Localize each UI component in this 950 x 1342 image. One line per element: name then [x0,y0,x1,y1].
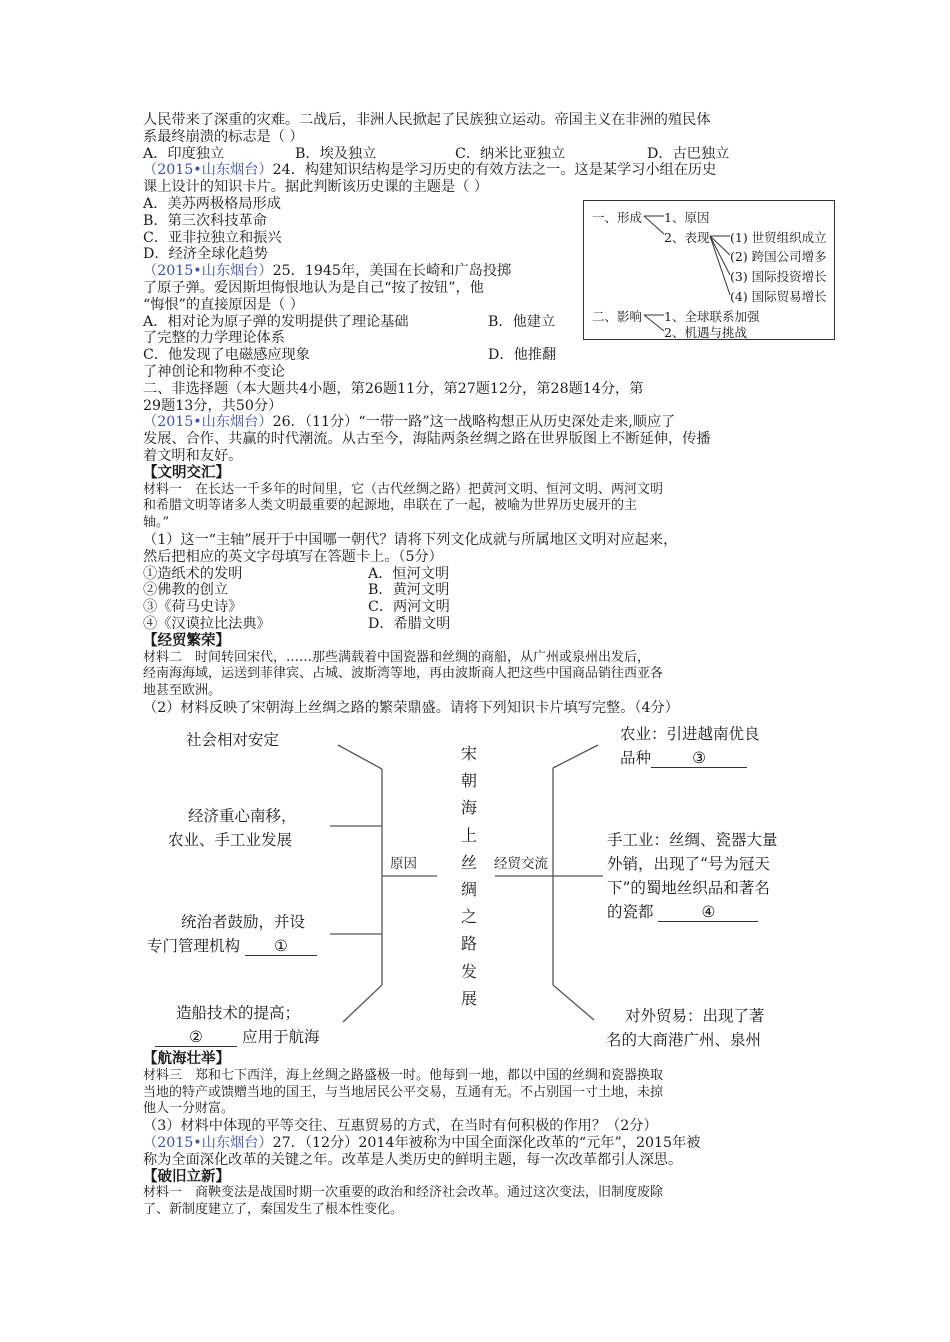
card-item-2: (2) 跨国公司增多 [730,249,827,264]
title-char: 路 [460,934,477,954]
q24-text: 24．构建知识结构是学习历史的有效方法之一。这是某学习小组在历史 [272,162,717,179]
cause-ship-text: 应用于航海 [241,1028,320,1046]
cause-social-stability: 社会相对安定 [186,731,280,749]
heading-jingmao: 【经贸繁荣】 [143,632,230,649]
q25-line3: “悔恨”的直接原因是（ ） [143,296,304,313]
q23-line1: 人民带来了深重的灾难。二战后，非洲人民掀起了民族独立运动。帝国主义在非洲的殖民体 [143,112,711,128]
q25-options-cd [143,347,823,364]
q26-material2-l2: 经南海海域，运送到菲律宾、占城、波斯湾等地，再由波斯商人把这些中国商品销往西亚各 [143,666,664,682]
q25-option-d-cont: 了神创论和物种不变论 [143,363,285,380]
q26-material3-l1: 材料三 郑和七下西洋，海上丝绸之路盛极一时。他每到一地，都以中国的丝绸和瓷器换取 [143,1067,664,1083]
heading-wenming: 【文明交汇】 [143,464,230,481]
cause-ruler-text: 专门管理机构 [147,937,241,955]
cause-economy-l2: 农业、手工业发展 [168,831,293,849]
q24-option-d: D．经济全球化趋势 [143,246,268,263]
q26-line1 [143,414,823,431]
civilization-b: B．黄河文明 [368,582,450,599]
q25-option-c: C．他发现了电磁感应现象 [143,347,310,364]
q26-material1-l1: 材料一 在长达一千多年的时间里，它（古代丝绸之路）把黄河文明、恒河文明、两河文明 [143,481,664,497]
card-item-4: (4) 国际贸易增长 [730,289,827,304]
q26-text: 26．（11分）“一带一路”这一战略构想正从历史深处走来,顺应了 [272,414,676,431]
blank-2[interactable]: ② [155,1028,237,1047]
source-tag: （2015•山东烟台） [143,1134,273,1151]
card-impact-1: 1、全球联系加强 [664,309,760,324]
match-row-4 [143,616,823,633]
card-manifestation: 2、表现 [664,230,710,245]
card-cause: 1、原因 [664,210,710,225]
q23-line2: 系最终崩溃的标志是（ ） [143,128,304,145]
heading-pojiu: 【破旧立新】 [143,1168,230,1185]
q24-option-c: C．亚非拉独立和振兴 [143,229,282,246]
trade-handicraft-l3: 下”的蜀地丝织品和著名 [607,879,770,897]
q26-sub1-l1: （1）这一“主轴”展开于中国哪一朝代？请将下列文化成就与所属地区文明对应起来， [143,531,678,548]
title-char: 上 [460,825,477,845]
exam-page-bottom [143,1051,823,1219]
q24-line1 [143,162,823,179]
match-row-2 [143,582,823,599]
source-tag: （2015•山东烟台） [143,162,273,179]
q24-option-a: A．美苏两极格局形成 [143,195,281,212]
cause-ship-l2 [155,1025,319,1049]
achievement-4: ④《汉谟拉比法典》 [143,615,271,632]
q27-line2: 称为全面深化改革的关键之年。改革是人类历史的鲜明主题，每一次改革都引人深思。 [143,1151,683,1168]
card-impact: 二、影响 [592,309,643,324]
card-formation: 一、形成 [592,210,643,225]
q26-material3-l2: 当地的特产或馈赠当地的国王，与当地居民公平交易，互通有无。不占别国一寸土地，未掠 [143,1084,664,1100]
q27-material1-l1: 材料一 商鞅变法是战国时期一次重要的政治和经济社会改革。通过这次变法，旧制度废除 [143,1185,664,1201]
q26-material3-l3: 他人一分财富。 [143,1101,235,1117]
match-row-3 [143,599,823,616]
blank-3[interactable]: ③ [651,749,747,768]
q25-option-d: D．他推翻 [488,347,557,364]
q23-options [143,146,823,163]
q25-text: 25．1945年，美国在长崎和广岛投掷 [272,263,512,280]
q23-option-a: A．印度独立 [143,145,225,162]
title-char: 朝 [460,771,477,791]
civilization-c: C．两河文明 [368,599,450,616]
source-tag: （2015•山东烟台） [143,263,273,280]
section2-line1: 二、非选择题（本大题共4小题，第26题11分，第27题12分，第28题14分，第 [143,380,644,397]
q25-line2: 了原子弹。爱因斯坦悔恨地认为是自己“按了按钮”，他 [143,279,484,296]
trade-foreign-l2: 名的大商港广州、泉州 [606,1031,762,1049]
cause-economy-l1: 经济重心南移， [188,807,297,825]
achievement-3: ③《荷马史诗》 [143,599,243,616]
q26-sub2: （2）材料反映了宋朝海上丝绸之路的繁荣鼎盛。请将下列知识卡片填写完整。（4分） [143,699,679,716]
cause-ruler-l2 [147,934,317,958]
q26-material1-l3: 轴。” [143,515,170,531]
q23-option-b: B．埃及独立 [295,145,377,162]
q25-option-b-cont: 了完整的力学理论体系 [143,330,285,347]
q27-material1-l2: 了、新制度建立了，秦国发生了根本性变化。 [143,1202,404,1218]
q27-text: 27．（12分）2014年被称为中国全面深化改革的“元年”，2015年被 [272,1134,701,1151]
trade-foreign-l1: 对外贸易：出现了著 [625,1007,765,1025]
knowledge-card [583,200,835,340]
q25-option-b: B．他建立 [488,313,556,330]
q26-sub1-l2: 然后把相应的英文字母填写在答题卡上。（5分） [143,548,443,565]
heading-hanghai: 【航海壮举】 [143,1051,230,1067]
trade-agriculture-text: 品种 [620,749,652,767]
trade-agriculture-l1: 农业：引进越南优良 [620,725,760,743]
achievement-1: ①造纸术的发明 [143,565,243,582]
q23-option-c: C．纳米比亚独立 [455,145,566,162]
label-cause: 原因 [390,856,417,872]
trade-handicraft-l1: 手工业：丝绸、瓷器大量 [607,831,778,849]
trade-handicraft-l2: 外销，出现了“号为冠天 [607,855,770,873]
cause-ruler-l1: 统治者鼓励，并设 [181,913,306,931]
card-impact-2: 2、机遇与挑战 [664,325,747,340]
q27-line1 [143,1135,823,1152]
q26-material1-l2: 和希腊文明等诸多人类文明最重要的起源地，串联在了一起，被喻为世界历史展开的主 [143,498,638,514]
section2-line2: 29题13分，共50分） [143,397,283,414]
title-char: 海 [460,798,477,818]
blank-1[interactable]: ① [245,937,317,956]
title-char: 之 [460,907,477,927]
q26-material2-l1: 材料二 时间转回宋代，……那些满载着中国瓷器和丝绸的商船，从广州或泉州出发后， [143,649,651,665]
trade-handicraft-text: 的瓷都 [607,903,654,921]
card-item-3: (3) 国际投资增长 [730,269,827,284]
title-char: 发 [460,961,477,981]
label-trade: 经贸交流 [494,856,548,872]
diagram-title-vertical [458,740,480,1012]
card-item-1: (1) 世贸组织成立 [730,230,827,245]
trade-agriculture-l2 [620,746,747,770]
title-char: 绸 [460,880,477,900]
source-tag: （2015•山东烟台） [143,414,273,431]
q26-sub3: （3）材料中体现的平等交往、互惠贸易的方式，在当时有何积极的作用？（2分） [143,1118,658,1135]
title-char: 宋 [460,744,477,763]
q26-line3: 着文明和友好。 [143,447,243,464]
q25-option-a: A．相对论为原子弹的发明提供了理论基础 [143,313,409,330]
civilization-d: D．希腊文明 [368,615,451,632]
q24-option-b: B．第三次科技革命 [143,212,267,229]
match-row-1 [143,566,823,583]
achievement-2: ②佛教的创立 [143,582,229,599]
title-char: 丝 [460,852,477,872]
trade-handicraft-l4 [607,900,758,924]
civilization-a: A．恒河文明 [368,565,450,582]
q23-option-d: D．古巴独立 [647,145,730,162]
q26-line2: 发展、合作、共赢的时代潮流。从古至今，海陆两条丝绸之路在世界版图上不断延伸，传播 [143,431,711,448]
blank-4[interactable]: ④ [658,903,758,922]
q24-line2: 课上设计的知识卡片。据此判断该历史课的主题是（ ） [143,179,489,196]
q26-material2-l3: 地甚至欧洲。 [143,683,222,699]
cause-ship-l1: 造船技术的提高； [176,1004,301,1022]
card-connector-lines [584,201,836,341]
title-char: 展 [460,988,477,1008]
